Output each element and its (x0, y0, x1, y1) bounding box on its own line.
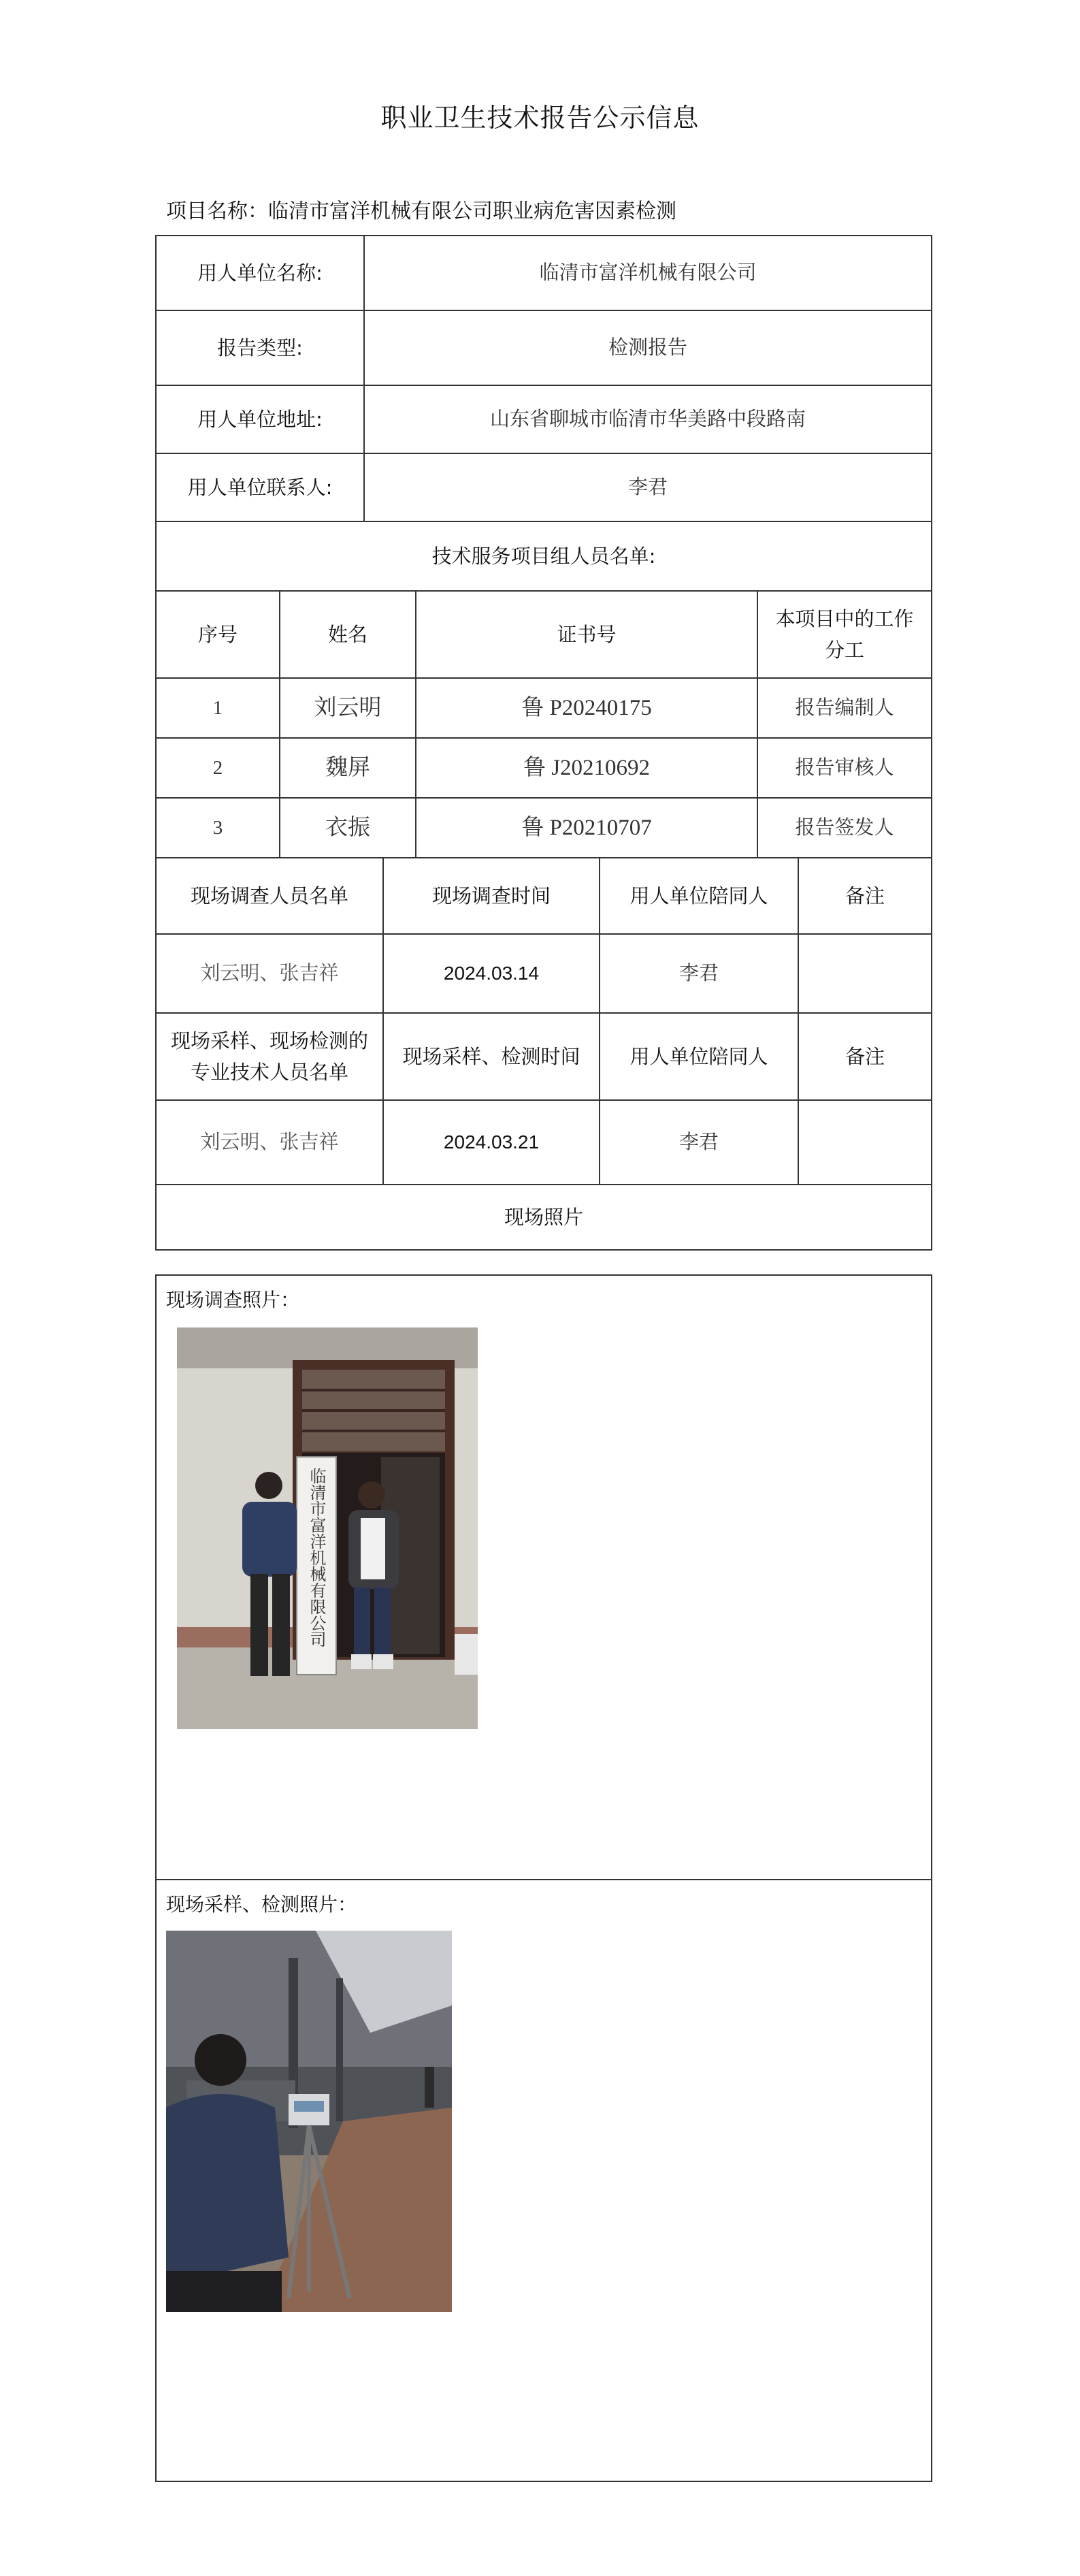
sampling-header-time: 现场采样、检测时间 (384, 1014, 600, 1101)
team-row-3-role: 报告签发人 (758, 799, 931, 858)
project-label: 项目名称： (166, 199, 268, 223)
address-value: 山东省聊城市临清市华美路中段路南 (365, 386, 931, 454)
contact-value: 李君 (365, 454, 931, 522)
sampling-photo-image (166, 1931, 452, 2312)
team-heading: 技术服务项目组人员名单: (157, 522, 931, 592)
team-header-cert: 证书号 (416, 592, 758, 679)
contact-label: 用人单位联系人: (157, 454, 365, 522)
project-name: 临清市富洋机械有限公司职业病危害因素检测 (268, 199, 676, 223)
survey-photo-caption: 现场调查照片： (166, 1289, 300, 1311)
sampling-header-note: 备注 (799, 1014, 931, 1101)
info-table (155, 235, 932, 1251)
survey-staff: 刘云明、张吉祥 (157, 935, 384, 1014)
survey-note (799, 935, 931, 1014)
sampling-escort: 李君 (600, 1101, 799, 1185)
address-label: 用人单位地址: (157, 386, 365, 454)
sampling-header-staff: 现场采样、现场检测的专业技术人员名单 (157, 1014, 384, 1101)
survey-header-escort: 用人单位陪同人 (600, 858, 799, 935)
sampling-photo (166, 1931, 452, 2312)
team-row-3-name: 衣振 (280, 799, 416, 858)
team-row-2-name: 魏屏 (280, 739, 416, 799)
photos-divider (157, 1879, 931, 1880)
team-row-1-role: 报告编制人 (758, 679, 931, 739)
team-header-name: 姓名 (280, 592, 416, 679)
team-row-2-cert: 鲁 J20210692 (416, 739, 758, 799)
survey-photo (177, 1327, 478, 1729)
report-type-value: 检测报告 (365, 311, 931, 386)
unit-name-value: 临清市富洋机械有限公司 (365, 236, 931, 311)
unit-name-label: 用人单位名称: (157, 236, 365, 311)
sampling-staff: 刘云明、张吉祥 (157, 1101, 384, 1185)
survey-header-note: 备注 (799, 858, 931, 935)
sampling-time: 2024.03.21 (384, 1101, 600, 1185)
photos-panel (155, 1274, 932, 2482)
report-type-label: 报告类型: (157, 311, 365, 386)
team-row-3-no: 3 (157, 799, 280, 858)
survey-header-time: 现场调查时间 (384, 858, 600, 935)
team-header-no: 序号 (157, 592, 280, 679)
team-row-1-no: 1 (157, 679, 280, 739)
team-row-2-no: 2 (157, 739, 280, 799)
sampling-header-escort: 用人单位陪同人 (600, 1014, 799, 1101)
photos-heading: 现场照片 (504, 1205, 583, 1229)
team-row-2-role: 报告审核人 (758, 739, 931, 799)
survey-escort: 李君 (600, 935, 799, 1014)
project-line (166, 194, 676, 224)
survey-header-staff: 现场调查人员名单 (157, 858, 384, 935)
sampling-photo-caption: 现场采样、检测照片： (166, 1893, 357, 1916)
team-row-1-cert: 鲁 P20240175 (416, 679, 758, 739)
survey-photo-image (177, 1327, 478, 1729)
page-title: 职业卫生技术报告公示信息 (380, 103, 700, 133)
sampling-note (799, 1101, 931, 1185)
survey-time: 2024.03.14 (384, 935, 600, 1014)
team-header-role: 本项目中的工作分工 (758, 592, 931, 679)
signboard-text: 临清市富洋机械有限公司 (307, 1468, 326, 1647)
team-row-3-cert: 鲁 P20210707 (416, 799, 758, 858)
team-row-1-name: 刘云明 (280, 679, 416, 739)
